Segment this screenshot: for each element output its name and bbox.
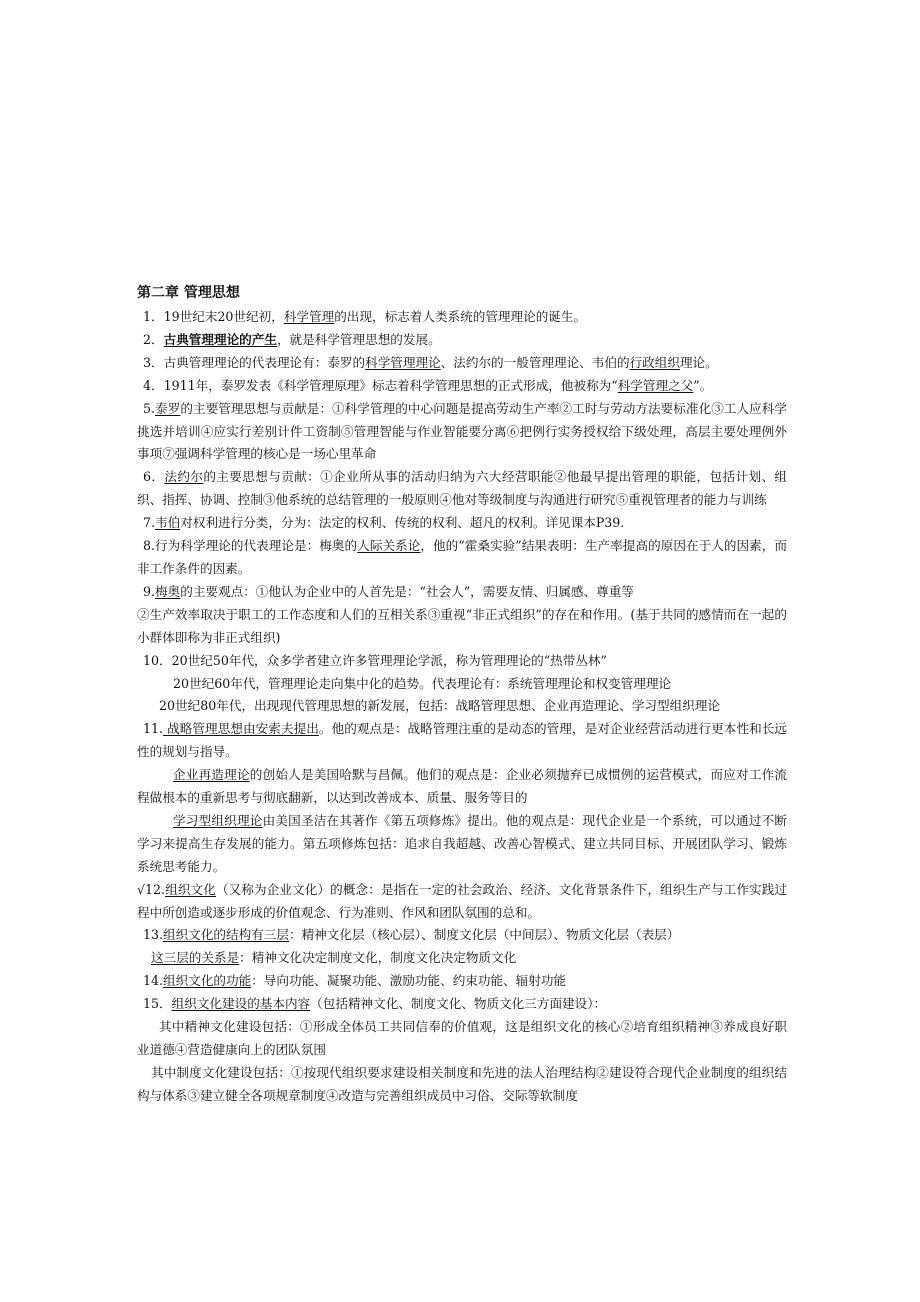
underlined-term: 行政组织 <box>629 354 680 370</box>
paragraph-5: 5.泰罗的主要管理思想与贡献是：①科学管理的中心问题是提高劳动生产率②工时与劳动方法要标准化③工人应科学挑选并培训④应实行差别计件工资制⑤管理智能与作业智能要分离⑥把例行实务授权给下级处理，高层主要处理例外事项⑦强调科学管理的核心是一场心里革命 <box>137 400 788 462</box>
paragraph-3: 3．古典管理理论的代表理论有：泰罗的科学管理理论、法约尔的一般管理理论、韦伯的行政组织理论。 <box>143 354 718 370</box>
paragraph-8: 8.行为科学理论的代表理论是：梅奥的人际关系论，他的“霍桑实验”结果表明：生产率提高的原因在于人的因素，而非工作条件的因素。 <box>137 538 787 576</box>
paragraph-2: 2．古典管理理论的产生，就是科学管理思想的发展。 <box>143 331 441 347</box>
paragraph-9-cont: ②生产效率取决于职工的工作态度和人们的互相关系③重视“非正式组织”的存在和作用。(基于共同的感情而在一起的小群体即称为非正式组织) <box>137 606 787 645</box>
paragraph-10-b: 20世纪60年代，管理理论走向集中化的趋势。代表理论有：系统管理理论和权变管理理论 <box>173 675 672 691</box>
underlined-term: 人际关系论 <box>357 538 421 554</box>
underlined-term: 科学管理理论 <box>365 354 441 370</box>
paragraph-11-c: 学习型组织理论由美国圣洁在其著作《第五项修炼》提出。他的观点是：现代企业是一个系统，可以通过不断学习来提高生存发展的能力。第五项修炼包括：追求自我超越、改善心智模式、建立共同目标、开展团队学习、锻炼系统思考能力。 <box>137 812 788 874</box>
underlined-term: 战略管理思想由安索夫提出 <box>163 721 319 737</box>
paragraph-7: 7.韦伯对权利进行分类，分为：法定的权利、传统的权利、超凡的权利。详见课本P39. <box>143 515 625 531</box>
paragraph-11-b: 企业再造理论的创始人是美国哈默与昌佩。他们的观点是：企业必须抛弃已成惯例的运营模式，而应对工作流程做根本的重新思考与彻底翻新，以达到改善成本、质量、服务等目的 <box>137 767 788 806</box>
paragraph-12: √12.组织文化（又称为企业文化）的概念：是指在一定的社会政治、经济、文化背景条件下，组织生产与工作实践过程中所创造或逐步形成的价值观念、行为准则、作风和团队氛围的总和。 <box>137 881 788 920</box>
underlined-term: 学习型组织理论 <box>173 812 263 828</box>
paragraph-13: 13.组织文化的结构有三层：精神文化层（核心层）、制度文化层（中间层）、物质文化层（表层） <box>143 927 680 943</box>
underlined-term: 组织文化的功能 <box>163 973 252 989</box>
paragraph-1: 1．19世纪末20世纪初，科学管理的出现，标志着人类系统的管理理论的诞生。 <box>143 309 587 324</box>
underlined-term: 组织文化 <box>165 881 216 897</box>
underlined-term: 法约尔 <box>164 469 204 485</box>
paragraph-11: 11. 战略管理思想由安索夫提出。他的观点是：战略管理注重的是动态的管理，是对企业经营活动进行更本性和长远性的规划与指导。 <box>137 721 787 760</box>
underlined-term: 组织文化的结构有三层 <box>163 927 289 943</box>
underlined-term: 科学管理之父 <box>617 377 694 393</box>
underlined-term: 梅奥 <box>155 583 181 599</box>
paragraph-6: 6．法约尔的主要思想与贡献：①企业所从事的活动归纳为六大经营职能②他最早提出管理的职能，包括计划、组织、指挥、协调、控制③他系统的总结管理的一般原则④他对等级制度与沟通进行研究⑤重视管理者的能力与训练 <box>137 469 788 508</box>
underlined-term: 韦伯 <box>155 515 181 531</box>
chapter-title: 第二章 管理思想 <box>137 285 240 301</box>
paragraph-4: 4．1911年，泰罗发表《科学管理原理》标志着科学管理思想的正式形成，他被称为“科学管理之父”。 <box>143 377 713 393</box>
paragraph-15: 15．组织文化建设的基本内容（包括精神文化、制度文化、物质文化三方面建设）： <box>143 996 607 1012</box>
underlined-term: 古典管理理论的产生 <box>163 331 277 347</box>
underlined-term: 科学管理 <box>283 309 335 324</box>
paragraph-13-b: 这三层的关系是：精神文化决定制度文化，制度文化决定物质文化 <box>151 950 517 966</box>
paragraph-15-c: 其中制度文化建设包括：①按现代组织要求建设相关制度和先进的法人治理结构②建设符合现代企业制度的组织结构与体系③建立健全各项规章制度④改造与完善组织成员中习俗、交际等软制度 <box>137 1064 787 1103</box>
paragraph-10-c: 20世纪80年代，出现现代管理思想的新发展，包括：战略管理思想、企业再造理论、学习型组织理论 <box>159 698 720 714</box>
underlined-term: 企业再造理论 <box>173 767 250 783</box>
paragraph-14: 14.组织文化的功能：导向功能、凝聚功能、激励功能、约束功能、辐射功能 <box>143 973 567 989</box>
paragraph-10: 10．20世纪50年代，众多学者建立许多管理理论学派，称为管理理论的“热带丛林” <box>143 652 607 668</box>
document-body <box>137 281 787 1108</box>
paragraph-9: 9.梅奥的主要观点：①他认为企业中的人首先是：“社会人”，需要友情、归属感、尊重等 <box>143 583 634 599</box>
underlined-term: 泰罗 <box>155 400 181 416</box>
underlined-term: 组织文化建设的基本内容 <box>171 996 311 1012</box>
underlined-term: 这三层的关系是 <box>151 950 240 966</box>
paragraph-15-b: 其中精神文化建设包括：①形成全体员工共同信奉的价值观，这是组织文化的核心②培育组织精神③养成良好职业道德④营造健康向上的团队氛围 <box>137 1019 787 1057</box>
